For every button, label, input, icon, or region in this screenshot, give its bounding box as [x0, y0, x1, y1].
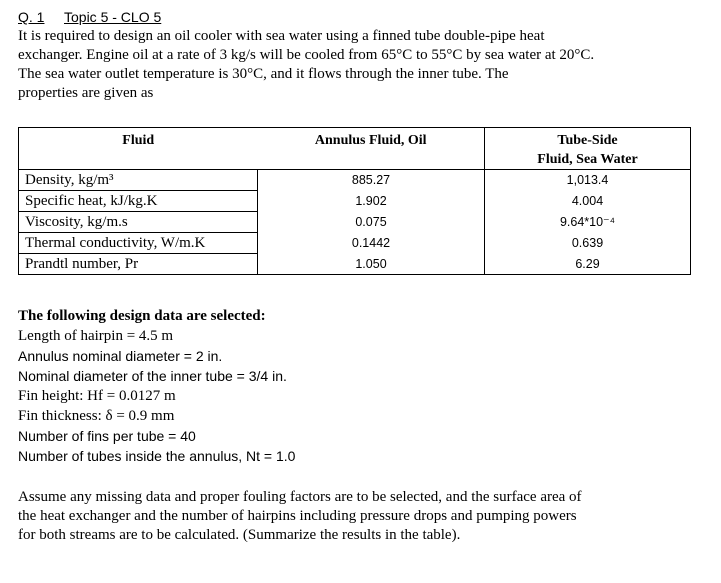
row-label: Density, kg/m³	[19, 170, 258, 191]
design-heading: The following design data are selected:	[18, 308, 266, 324]
design-item: Annulus nominal diameter = 2 in.	[18, 348, 223, 364]
closing-instructions	[18, 488, 686, 545]
table-row	[19, 233, 691, 254]
design-item: Number of fins per tube = 40	[18, 428, 196, 444]
intro-line: It is required to design an oil cooler with sea water using a finned tube double-pipe heat	[18, 28, 545, 44]
design-item: Nominal diameter of the inner tube = 3/4 in.	[18, 368, 287, 384]
table-row	[19, 254, 691, 275]
oil-value: 0.075	[355, 214, 387, 229]
table-header-row	[19, 128, 691, 170]
row-label: Prandtl number, Pr	[19, 254, 258, 275]
intro-line: exchanger. Engine oil at a rate of 3 kg/s will be cooled from 65°C to 55°C by sea water at 20°C.	[18, 47, 595, 63]
row-label: Thermal conductivity, W/m.K	[19, 233, 258, 254]
closing-line: for both streams are to be calculated. (Summarize the results in the table).	[18, 527, 461, 543]
design-item: Length of hairpin = 4.5 m	[18, 328, 174, 344]
water-value: 0.639	[485, 233, 691, 254]
problem-statement	[18, 27, 708, 103]
design-data-section	[18, 306, 698, 466]
table-row	[19, 191, 691, 212]
oil-value: 1.902	[355, 193, 387, 208]
design-item: Fin height: Hf = 0.0127 m	[18, 388, 176, 404]
water-value: 6.29	[485, 254, 691, 275]
oil-value: 885.27	[351, 173, 391, 187]
closing-line: the heat exchanger and the number of hairpins including pressure drops and pumping powers	[18, 508, 577, 524]
design-item: Number of tubes inside the annulus, Nt = 1.0	[18, 448, 296, 464]
question-number: Q. 1	[18, 9, 45, 25]
header-tube-side	[485, 128, 691, 170]
row-label: Viscosity, kg/m.s	[19, 212, 258, 233]
properties-table	[18, 127, 691, 275]
water-value: 1,013.4	[485, 170, 691, 191]
water-value: 4.004	[485, 191, 691, 212]
oil-value: 1.050	[258, 254, 485, 275]
row-label: Specific heat, kJ/kg.K	[19, 191, 258, 212]
table-row	[19, 212, 691, 233]
water-value: 9.64*10⁻⁴	[485, 212, 691, 233]
header-annulus-oil: Annulus Fluid, Oil	[258, 128, 485, 170]
table-row	[19, 170, 691, 191]
topic-label: Topic 5 - CLO 5	[64, 9, 162, 25]
header-tube-side-line1: Tube-Side	[557, 133, 618, 148]
design-item: Fin thickness: δ = 0.9 mm	[18, 408, 175, 424]
header-fluid: Fluid	[19, 128, 258, 170]
intro-line: The sea water outlet temperature is 30°C, and it flows through the inner tube. The	[18, 66, 509, 82]
closing-line: Assume any missing data and proper fouling factors are to be selected, and the surface area of	[18, 489, 582, 505]
document	[18, 8, 708, 543]
question-header	[18, 8, 708, 26]
oil-value: 0.1442	[351, 235, 391, 250]
intro-line: properties are given as	[18, 85, 154, 101]
header-tube-side-line2: Fluid, Sea Water	[537, 152, 638, 167]
